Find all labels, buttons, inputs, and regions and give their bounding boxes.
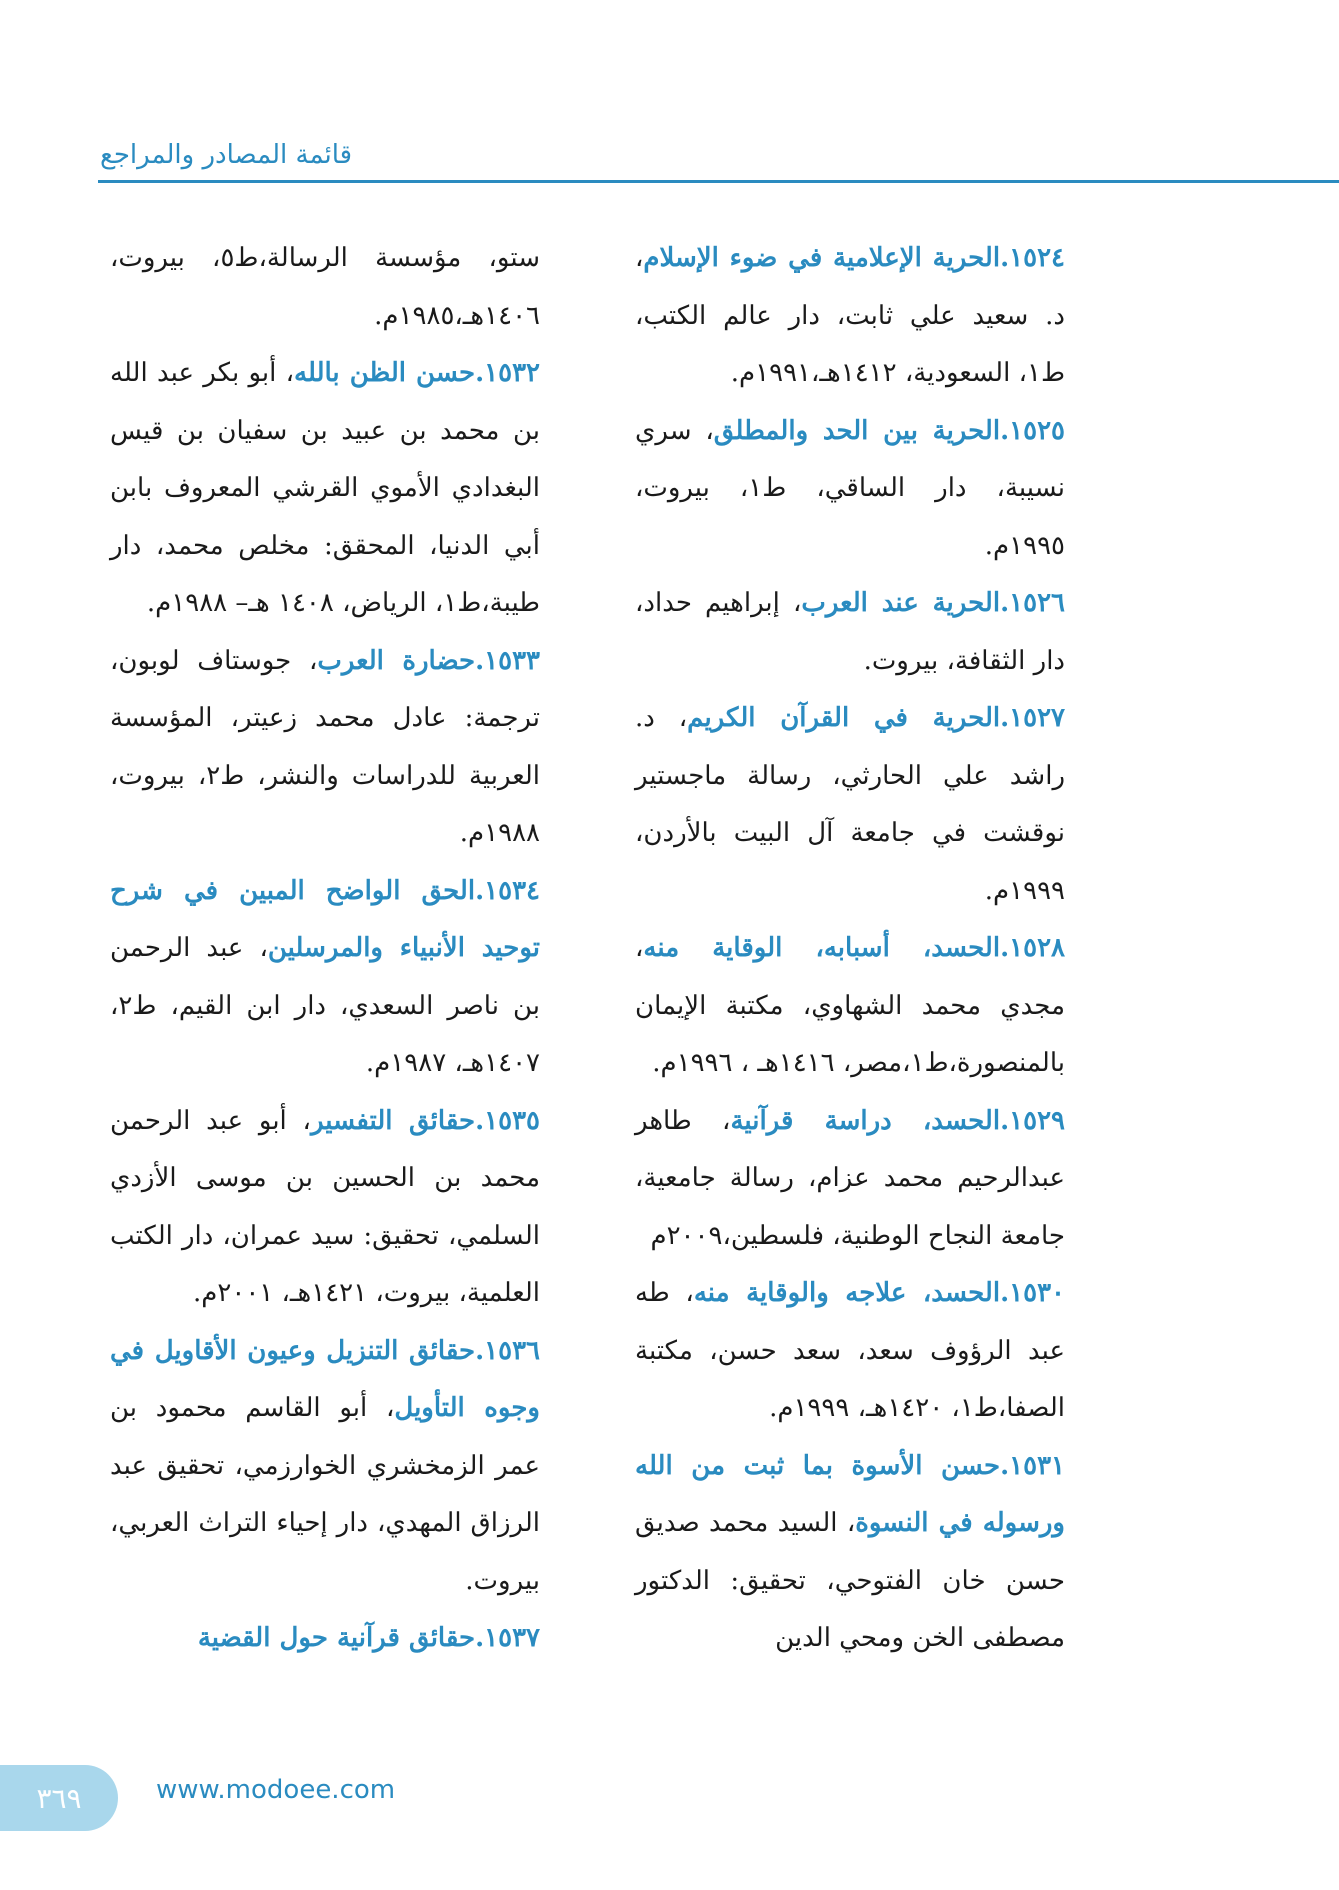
bibliography-entry bbox=[635, 920, 1065, 1093]
entry-details: ، أبو القاسم محمود بن عمر الزمخشري الخوارزمي، تحقيق عبد الرزاق المهدي، دار إحياء التراث العربي، بيروت. bbox=[110, 1393, 540, 1596]
bibliography-entry bbox=[110, 863, 540, 1093]
entry-details: ، طاهر عبدالرحيم محمد عزام، رسالة جامعية، جامعة النجاح الوطنية، فلسطين،٢٠٠٩م bbox=[635, 1105, 1065, 1251]
entry-details: ، سري نسيبة، دار الساقي، ط١، بيروت، ١٩٩٥م. bbox=[635, 415, 1065, 561]
entry-number: ١٥٢٩. bbox=[1000, 1105, 1065, 1136]
entry-title: حقائق التنزيل وعيون الأقاويل في وجوه التأويل bbox=[110, 1335, 540, 1423]
entry-details: ، عبد الرحمن بن ناصر السعدي، دار ابن القيم، ط٢، ١٤٠٧هـ، ١٩٨٧م. bbox=[110, 933, 540, 1078]
entry-number: ١٥٣١. bbox=[1000, 1450, 1065, 1481]
entry-title: الحرية الإعلامية في ضوء الإسلام bbox=[643, 243, 1001, 273]
entry-title: الحرية عند العرب bbox=[801, 588, 1001, 618]
entry-number: ١٥٣٥. bbox=[475, 1105, 540, 1136]
entry-title: حسن الأسوة بما ثبت من الله ورسوله في النسوة bbox=[635, 1450, 1065, 1538]
entry-number: ١٥٣٠. bbox=[1000, 1278, 1065, 1308]
bibliography-entry bbox=[110, 1610, 540, 1668]
bibliography-entry bbox=[110, 345, 540, 633]
entry-details: ، إبراهيم حداد، دار الثقافة، بيروت. bbox=[635, 588, 1065, 676]
entry-title: حضارة العرب bbox=[317, 645, 476, 676]
entry-details: ، جوستاف لوبون، ترجمة: عادل محمد زعيتر، المؤسسة العربية للدراسات والنشر، ط٢، بيروت، ١٩٨٨م. bbox=[110, 645, 540, 848]
entry-title: الحق الواضح المبين في شرح توحيد الأنبياء والمرسلين bbox=[110, 875, 540, 963]
page-number-badge bbox=[0, 1765, 118, 1831]
entry-number: ١٥٢٥. bbox=[1000, 415, 1065, 446]
entry-number: ١٥٣٤. bbox=[475, 875, 540, 906]
bibliography-entry bbox=[635, 230, 1065, 403]
bibliography-entry bbox=[635, 575, 1065, 690]
entry-title: حسن الظن بالله bbox=[294, 358, 476, 388]
entry-title: الحرية في القرآن الكريم bbox=[687, 703, 1001, 733]
header-divider bbox=[98, 180, 1339, 183]
entry-number: ١٥٢٨. bbox=[1000, 933, 1065, 963]
bibliography-entry bbox=[110, 1323, 540, 1611]
entry-details: ستو، مؤسسة الرسالة،ط٥، بيروت، ١٤٠٦هـ،١٩٨٥م. bbox=[110, 243, 540, 331]
entry-details: ، أبو بكر عبد الله بن محمد بن عبيد بن سفيان بن قيس البغدادي الأموي القرشي المعروف بابن أبي الدنيا، المحقق: مخلص محمد، دار طيبة،ط١، الرياض، ١٤٠٨ هـ– ١٩٨٨م. bbox=[110, 358, 540, 618]
left-column bbox=[110, 230, 540, 1668]
bibliography-entry bbox=[110, 1093, 540, 1323]
entry-title: الحسد، أسبابه، الوقاية منه bbox=[643, 933, 1001, 963]
right-column bbox=[635, 230, 1065, 1668]
bibliography-entry bbox=[110, 633, 540, 863]
entry-title: حقائق قرآنية حول القضية bbox=[197, 1623, 476, 1653]
entry-number: ١٥٣٦. bbox=[475, 1335, 540, 1366]
bibliography-entry bbox=[635, 1265, 1065, 1438]
page-header-title: قائمة المصادر والمراجع bbox=[100, 140, 353, 170]
bibliography-entry bbox=[635, 1093, 1065, 1266]
entry-title: حقائق التفسير bbox=[310, 1105, 476, 1136]
bibliography-entry-continued bbox=[110, 230, 540, 345]
entry-details: ، السيد محمد صديق حسن خان الفتوحي، تحقيق: الدكتور مصطفى الخن ومحي الدين bbox=[635, 1508, 1065, 1653]
bibliography-entry bbox=[635, 690, 1065, 920]
entry-number: ١٥٣٧. bbox=[475, 1623, 540, 1653]
entry-title: الحرية بين الحد والمطلق bbox=[713, 415, 1001, 446]
entry-title: الحسد، علاجه والوقاية منه bbox=[693, 1278, 1001, 1308]
entry-details: ، د. راشد علي الحارثي، رسالة ماجستير نوقشت في جامعة آل البيت بالأردن، ١٩٩٩م. bbox=[635, 703, 1065, 906]
footer-website-link[interactable]: www.modoee.com bbox=[156, 1775, 396, 1805]
entry-details: ، مجدي محمد الشهاوي، مكتبة الإيمان بالمنصورة،ط١،مصر، ١٤١٦هـ ، ١٩٩٦م. bbox=[635, 933, 1065, 1078]
entry-details: ، طه عبد الرؤوف سعد، سعد حسن، مكتبة الصفا،ط١، ١٤٢٠هـ، ١٩٩٩م. bbox=[635, 1278, 1065, 1423]
page-number: ٣٦٩ bbox=[36, 1781, 82, 1815]
bibliography-entry bbox=[635, 1438, 1065, 1668]
entry-number: ١٥٢٦. bbox=[1000, 588, 1065, 618]
entry-number: ١٥٣٢. bbox=[475, 358, 541, 388]
bibliography-entry bbox=[635, 403, 1065, 576]
entry-number: ١٥٢٧. bbox=[1000, 703, 1066, 733]
entry-details: ، أبو عبد الرحمن محمد بن الحسين بن موسى الأزدي السلمي، تحقيق: سيد عمران، دار الكتب العلمية، بيروت، ١٤٢١هـ، ٢٠٠١م. bbox=[110, 1105, 540, 1308]
entry-number: ١٥٣٣. bbox=[475, 645, 540, 676]
entry-title: الحسد، دراسة قرآنية bbox=[730, 1105, 1001, 1136]
entry-number: ١٥٢٤. bbox=[1000, 243, 1065, 273]
entry-details: ، د. سعيد علي ثابت، دار عالم الكتب، ط١، السعودية، ١٤١٢هـ،١٩٩١م. bbox=[635, 243, 1065, 388]
